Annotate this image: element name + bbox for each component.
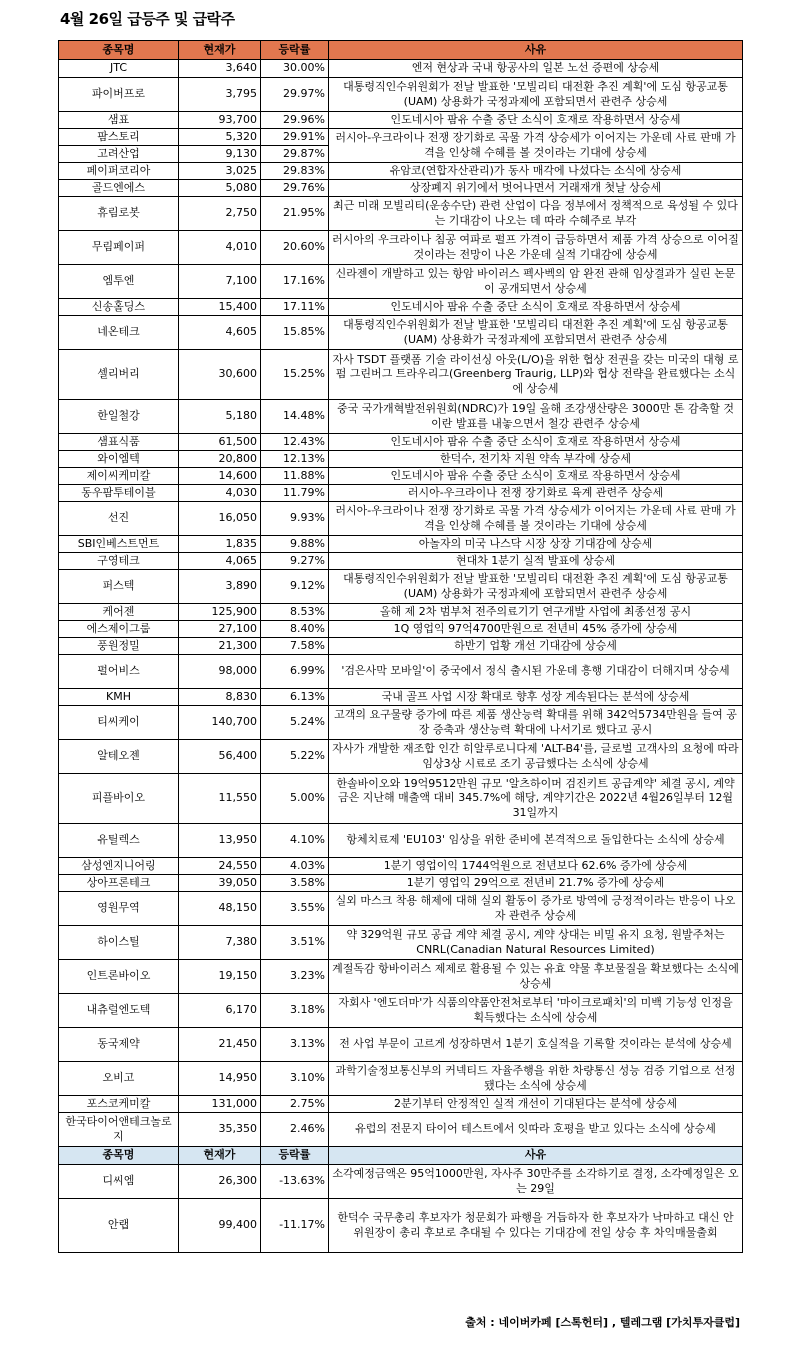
current-price: 4,605 — [179, 316, 261, 350]
reason-text: 전 사업 부문이 고르게 성장하면서 1분기 호실적을 기록할 것이라는 분석에 상승세 — [329, 1028, 743, 1062]
current-price: 15,400 — [179, 299, 261, 316]
stock-name: 동국제약 — [59, 1028, 179, 1062]
stock-name: 팜스토리 — [59, 129, 179, 146]
change-rate: 30.00% — [261, 60, 329, 78]
table-row — [59, 316, 743, 350]
reason-text: 상장폐지 위기에서 벗어나면서 거래재개 첫날 상승세 — [329, 180, 743, 197]
table-row — [59, 197, 743, 231]
change-rate: 5.00% — [261, 774, 329, 824]
current-price: 3,640 — [179, 60, 261, 78]
table-row — [59, 434, 743, 451]
stock-table — [58, 40, 743, 1253]
stock-name: 네온테크 — [59, 316, 179, 350]
change-rate: 9.27% — [261, 553, 329, 570]
stock-name: 와이엠텍 — [59, 451, 179, 468]
stock-name: 제이씨케미칼 — [59, 468, 179, 485]
table-row — [59, 960, 743, 994]
stock-name: 파이버프로 — [59, 78, 179, 112]
stock-name: 퍼스텍 — [59, 570, 179, 604]
table-row — [59, 1062, 743, 1096]
current-price: 35,350 — [179, 1113, 261, 1147]
change-rate: 3.23% — [261, 960, 329, 994]
stock-name: 고려산업 — [59, 146, 179, 163]
change-rate: 2.46% — [261, 1113, 329, 1147]
current-price: 21,300 — [179, 638, 261, 655]
current-price: 13,950 — [179, 824, 261, 858]
change-rate: 14.48% — [261, 400, 329, 434]
stock-name: 티씨케이 — [59, 706, 179, 740]
table-row — [59, 553, 743, 570]
stock-name: 셀리버리 — [59, 350, 179, 400]
stock-name: 인트론바이오 — [59, 960, 179, 994]
source-note: 출처 : 네이버카페 [스톡헌터] , 텔레그램 [가치투자클럽] — [465, 1316, 740, 1329]
stock-name: KMH — [59, 689, 179, 706]
table-row — [59, 163, 743, 180]
col-header-change: 등락률 — [261, 41, 329, 60]
stock-name: 무림페이퍼 — [59, 231, 179, 265]
reason-text: 국내 골프 사업 시장 확대로 향후 성장 계속된다는 분석에 상승세 — [329, 689, 743, 706]
table-row — [59, 994, 743, 1028]
stock-name: 삼성엔지니어링 — [59, 858, 179, 875]
col-header-price: 현재가 — [179, 1147, 261, 1165]
current-price: 19,150 — [179, 960, 261, 994]
table-row — [59, 570, 743, 604]
change-rate: 12.13% — [261, 451, 329, 468]
current-price: 3,795 — [179, 78, 261, 112]
col-header-reason: 사유 — [329, 41, 743, 60]
current-price: 4,030 — [179, 485, 261, 502]
reason-text: 대통령직인수위원회가 전날 발표한 '모빌리티 대전환 추진 계획'에 도심 항공교통(UAM) 상용화가 국정과제에 포함되면서 관련주 상승세 — [329, 316, 743, 350]
current-price: 4,065 — [179, 553, 261, 570]
stock-name: 케어젠 — [59, 604, 179, 621]
change-rate: 29.97% — [261, 78, 329, 112]
reason-text: 러시아-우크라이나 전쟁 장기화로 곡물 가격 상승세가 이어지는 가운데 사료 판매 가격을 인상해 수혜를 볼 것이라는 기대에 상승세 — [329, 502, 743, 536]
change-rate: 6.13% — [261, 689, 329, 706]
table-row — [59, 604, 743, 621]
table-row — [59, 400, 743, 434]
reason-text: 인도네시아 팜유 수출 중단 소식이 호재로 작용하면서 상승세 — [329, 434, 743, 451]
reason-text: 신라젠이 개발하고 있는 항암 바이러스 펙사벡의 암 완전 관해 임상결과가 실린 논문이 공개되면서 상승세 — [329, 265, 743, 299]
current-price: 39,050 — [179, 875, 261, 892]
stock-name: 휴림로봇 — [59, 197, 179, 231]
current-price: 27,100 — [179, 621, 261, 638]
change-rate: 29.91% — [261, 129, 329, 146]
current-price: 1,835 — [179, 536, 261, 553]
stock-name: JTC — [59, 60, 179, 78]
stock-name: 영원무역 — [59, 892, 179, 926]
change-rate: -13.63% — [261, 1165, 329, 1199]
current-price: 131,000 — [179, 1096, 261, 1113]
table-row — [59, 926, 743, 960]
reason-text: 러시아-우크라이나 전쟁 장기화로 곡물 가격 상승세가 이어지는 가운데 사료 판매 가격을 인상해 수혜를 볼 것이라는 기대에 상승세 — [329, 129, 743, 163]
current-price: 6,170 — [179, 994, 261, 1028]
change-rate: 11.88% — [261, 468, 329, 485]
change-rate: 11.79% — [261, 485, 329, 502]
reason-text: 한솔바이오와 19억9512만원 규모 '알츠하이머 검진키트 공급계약' 체결 공시, 계약금은 지난해 매출액 대비 345.7%에 해당, 계약기간은 2022년 4월26일부터 12월31일까지 — [329, 774, 743, 824]
change-rate: 3.55% — [261, 892, 329, 926]
table-row — [59, 60, 743, 78]
stock-name: 에스제이그룹 — [59, 621, 179, 638]
reason-text: 최근 미래 모빌리티(운송수단) 관련 산업이 다음 정부에서 정책적으로 육성될 수 있다는 기대감이 나오는 데 따라 수혜주로 부각 — [329, 197, 743, 231]
header-row-rising — [59, 41, 743, 60]
change-rate: 8.40% — [261, 621, 329, 638]
table-row — [59, 231, 743, 265]
reason-text: 한덕수 국무총리 후보자가 청문회가 파행을 거듭하자 한 후보자가 낙마하고 대신 안 위원장이 총리 후보로 추대될 수 있다는 기대감에 전일 상승 후 차익매물출회 — [329, 1199, 743, 1253]
change-rate: 17.11% — [261, 299, 329, 316]
table-row — [59, 451, 743, 468]
table-row — [59, 265, 743, 299]
change-rate: 29.76% — [261, 180, 329, 197]
change-rate: 2.75% — [261, 1096, 329, 1113]
reason-text: 대통령직인수위원회가 전날 발표한 '모빌리티 대전환 추진 계획'에 도심 항공교통(UAM) 상용화가 국정과제에 포함되면서 관련주 상승세 — [329, 78, 743, 112]
reason-text: 1분기 영업익 29억으로 전년비 21.7% 증가에 상승세 — [329, 875, 743, 892]
current-price: 93,700 — [179, 112, 261, 129]
reason-text: 유럽의 전문지 타이어 테스트에서 잇따라 호평을 받고 있다는 소식에 상승세 — [329, 1113, 743, 1147]
current-price: 7,100 — [179, 265, 261, 299]
change-rate: 5.22% — [261, 740, 329, 774]
reason-text: 인도네시아 팜유 수출 중단 소식이 호재로 작용하면서 상승세 — [329, 299, 743, 316]
reason-text: 약 329억원 규모 공급 계약 체결 공시, 계약 상대는 비밀 유지 요청, 원발주처는 CNRL(Canadian Natural Resources Limited) — [329, 926, 743, 960]
reason-text: 인도네시아 팜유 수출 중단 소식이 호재로 작용하면서 상승세 — [329, 468, 743, 485]
current-price: 99,400 — [179, 1199, 261, 1253]
reason-text: 소각예정금액은 95억1000만원, 자사주 30만주를 소각하기로 결정, 소각예정일은 오는 29일 — [329, 1165, 743, 1199]
header-row-falling — [59, 1147, 743, 1165]
current-price: 48,150 — [179, 892, 261, 926]
table-row — [59, 299, 743, 316]
stock-name: 풍원정밀 — [59, 638, 179, 655]
current-price: 7,380 — [179, 926, 261, 960]
stock-name: 내츄럴엔도텍 — [59, 994, 179, 1028]
reason-text: 하반기 업황 개선 기대감에 상승세 — [329, 638, 743, 655]
stock-name: 상아프론테크 — [59, 875, 179, 892]
table-row — [59, 858, 743, 875]
reason-text: 과학기술정보통신부의 커넥티드 자율주행을 위한 차량통신 성능 검증 기업으로 선정됐다는 소식에 상승세 — [329, 1062, 743, 1096]
change-rate: 3.13% — [261, 1028, 329, 1062]
current-price: 11,550 — [179, 774, 261, 824]
current-price: 30,600 — [179, 350, 261, 400]
stock-name: 페이퍼코리아 — [59, 163, 179, 180]
reason-text: 2분기부터 안정적인 실적 개선이 기대된다는 분석에 상승세 — [329, 1096, 743, 1113]
change-rate: 12.43% — [261, 434, 329, 451]
reason-text: 엔저 현상과 국내 항공사의 일본 노선 증편에 상승세 — [329, 60, 743, 78]
table-row — [59, 655, 743, 689]
stock-name: 유틸렉스 — [59, 824, 179, 858]
change-rate: 29.87% — [261, 146, 329, 163]
change-rate: 3.10% — [261, 1062, 329, 1096]
table-row — [59, 180, 743, 197]
current-price: 26,300 — [179, 1165, 261, 1199]
change-rate: -11.17% — [261, 1199, 329, 1253]
current-price: 140,700 — [179, 706, 261, 740]
table-row — [59, 129, 743, 146]
stock-name: 샘표 — [59, 112, 179, 129]
current-price: 14,950 — [179, 1062, 261, 1096]
stock-name: 디씨엠 — [59, 1165, 179, 1199]
stock-name: 펄어비스 — [59, 655, 179, 689]
table-row — [59, 536, 743, 553]
col-header-reason: 사유 — [329, 1147, 743, 1165]
col-header-name: 종목명 — [59, 41, 179, 60]
table-row — [59, 350, 743, 400]
stock-name: 신송홀딩스 — [59, 299, 179, 316]
change-rate: 3.58% — [261, 875, 329, 892]
change-rate: 7.58% — [261, 638, 329, 655]
table-row — [59, 638, 743, 655]
change-rate: 9.93% — [261, 502, 329, 536]
stock-name: 선진 — [59, 502, 179, 536]
table-row — [59, 112, 743, 129]
change-rate: 9.88% — [261, 536, 329, 553]
change-rate: 29.83% — [261, 163, 329, 180]
stock-name: 피플바이오 — [59, 774, 179, 824]
reason-text: 현대차 1분기 실적 발표에 상승세 — [329, 553, 743, 570]
stock-name: 하이스틸 — [59, 926, 179, 960]
reason-text: 대통령직인수위원회가 전날 발표한 '모빌리티 대전환 추진 계획'에 도심 항공교통(UAM) 상용화가 국정과제에 포함되면서 관련주 상승세 — [329, 570, 743, 604]
table-row — [59, 740, 743, 774]
stock-name: 알테오젠 — [59, 740, 179, 774]
current-price: 2,750 — [179, 197, 261, 231]
reason-text: 계절독감 항바이러스 제제로 활용될 수 있는 유효 약물 후보물질을 확보했다는 소식에 상승세 — [329, 960, 743, 994]
reason-text: 중국 국가개혁발전위원회(NDRC)가 19일 올해 조강생산량은 3000만 톤 감축할 것이란 발표를 내놓으면서 철강 관련주 상승세 — [329, 400, 743, 434]
stock-name: 구영테크 — [59, 553, 179, 570]
change-rate: 3.51% — [261, 926, 329, 960]
current-price: 4,010 — [179, 231, 261, 265]
reason-text: 항체치료제 'EU103' 임상을 위한 준비에 본격적으로 돌입한다는 소식에 상승세 — [329, 824, 743, 858]
current-price: 5,320 — [179, 129, 261, 146]
reason-text: 1Q 영업익 97억4700만원으로 전년비 45% 증가에 상승세 — [329, 621, 743, 638]
col-header-price: 현재가 — [179, 41, 261, 60]
current-price: 3,890 — [179, 570, 261, 604]
stock-name: 엠투엔 — [59, 265, 179, 299]
current-price: 8,830 — [179, 689, 261, 706]
stock-name: 안랩 — [59, 1199, 179, 1253]
col-header-name: 종목명 — [59, 1147, 179, 1165]
reason-text: 자회사 '엔도더마'가 식품의약품안전처로부터 '마이크로패치'의 미백 기능성 인정을 획득했다는 소식에 상승세 — [329, 994, 743, 1028]
table-row — [59, 774, 743, 824]
stock-name: 포스코케미칼 — [59, 1096, 179, 1113]
reason-text: 유암코(연합자산관리)가 동사 매각에 나섰다는 소식에 상승세 — [329, 163, 743, 180]
reason-text: 올해 제 2차 범부처 전주의료기기 연구개발 사업에 최종선정 공시 — [329, 604, 743, 621]
reason-text: 실외 마스크 착용 해제에 대해 실외 활동이 증가로 방역에 긍정적이라는 반응이 나오자 관련주 상승세 — [329, 892, 743, 926]
table-row — [59, 78, 743, 112]
table-row — [59, 1113, 743, 1147]
reason-text: 아놀자의 미국 나스닥 시장 상장 기대감에 상승세 — [329, 536, 743, 553]
table-row — [59, 875, 743, 892]
table-row — [59, 706, 743, 740]
stock-name: 샘표식품 — [59, 434, 179, 451]
stock-name: 한국타이어앤테크놀로지 — [59, 1113, 179, 1147]
reason-text: 인도네시아 팜유 수출 중단 소식이 호재로 작용하면서 상승세 — [329, 112, 743, 129]
table-row — [59, 892, 743, 926]
table-row — [59, 502, 743, 536]
change-rate: 20.60% — [261, 231, 329, 265]
falling-stocks-body — [59, 1165, 743, 1253]
reason-text: 러시아의 우크라이나 침공 여파로 펄프 가격이 급등하면서 제품 가격 상승으로 이어질 것이라는 전망이 나온 가운데 실적 기대감에 상승세 — [329, 231, 743, 265]
rising-stocks-body — [59, 60, 743, 1147]
current-price: 5,180 — [179, 400, 261, 434]
table-row — [59, 689, 743, 706]
stock-name: 오비고 — [59, 1062, 179, 1096]
change-rate: 17.16% — [261, 265, 329, 299]
change-rate: 15.25% — [261, 350, 329, 400]
current-price: 125,900 — [179, 604, 261, 621]
current-price: 20,800 — [179, 451, 261, 468]
table-row — [59, 485, 743, 502]
col-header-change: 등락률 — [261, 1147, 329, 1165]
current-price: 3,025 — [179, 163, 261, 180]
stock-name: 한일철강 — [59, 400, 179, 434]
current-price: 61,500 — [179, 434, 261, 451]
reason-text: 러시아-우크라이나 전쟁 장기화로 육계 관련주 상승세 — [329, 485, 743, 502]
change-rate: 3.18% — [261, 994, 329, 1028]
page-title: 4월 26일 급등주 및 급락주 — [60, 10, 235, 28]
current-price: 21,450 — [179, 1028, 261, 1062]
change-rate: 9.12% — [261, 570, 329, 604]
falling-header-section — [59, 1147, 743, 1165]
change-rate: 6.99% — [261, 655, 329, 689]
current-price: 56,400 — [179, 740, 261, 774]
stock-name: 동우팜투테이블 — [59, 485, 179, 502]
table-row — [59, 1028, 743, 1062]
stock-name: SBI인베스트먼트 — [59, 536, 179, 553]
table-row — [59, 1096, 743, 1113]
change-rate: 4.03% — [261, 858, 329, 875]
change-rate: 8.53% — [261, 604, 329, 621]
change-rate: 21.95% — [261, 197, 329, 231]
current-price: 98,000 — [179, 655, 261, 689]
reason-text: 자사 TSDT 플랫폼 기술 라이선싱 아웃(L/O)을 위한 협상 전권을 갖는 미국의 대형 로펌 그린버그 트라우리그(Greenberg Traurig, LLP)와 협상 전략을 완료했다는 소식에 상승세 — [329, 350, 743, 400]
table-row — [59, 1165, 743, 1199]
reason-text: '검은사막 모바일'이 중국에서 정식 출시된 가운데 흥행 기대감이 더해지며 상승세 — [329, 655, 743, 689]
table-row — [59, 824, 743, 858]
change-rate: 15.85% — [261, 316, 329, 350]
reason-text: 자사가 개발한 재조합 인간 히알루로니다제 'ALT-B4'를, 글로벌 고객사의 요청에 따라 임상3상 시료로 조기 공급했다는 소식에 상승세 — [329, 740, 743, 774]
table-row — [59, 1199, 743, 1253]
table-row — [59, 468, 743, 485]
reason-text: 1분기 영업이익 1744억원으로 전년보다 62.6% 증가에 상승세 — [329, 858, 743, 875]
reason-text: 고객의 요구물량 증가에 따른 제품 생산능력 확대를 위해 342억5734만원을 들여 공장 증축과 생산능력 확대에 나서기로 했다고 공시 — [329, 706, 743, 740]
current-price: 14,600 — [179, 468, 261, 485]
reason-text: 한덕수, 전기차 지원 약속 부각에 상승세 — [329, 451, 743, 468]
table-row — [59, 621, 743, 638]
current-price: 24,550 — [179, 858, 261, 875]
stock-name: 골드엔에스 — [59, 180, 179, 197]
change-rate: 29.96% — [261, 112, 329, 129]
change-rate: 5.24% — [261, 706, 329, 740]
current-price: 16,050 — [179, 502, 261, 536]
current-price: 5,080 — [179, 180, 261, 197]
change-rate: 4.10% — [261, 824, 329, 858]
current-price: 9,130 — [179, 146, 261, 163]
